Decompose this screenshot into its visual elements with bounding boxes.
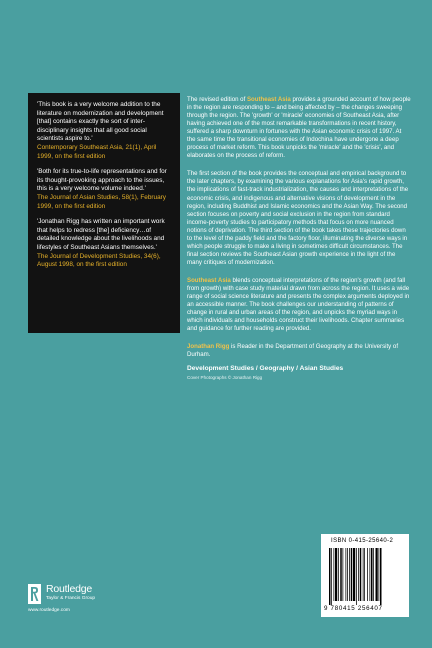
publisher-name: Routledge <box>46 583 93 595</box>
blurb-paragraph <box>187 96 411 160</box>
quote-text: 'This book is a very welcome addition to the literature on modernization and development [that] contains exactly the sort of inter-disciplinary insights that all good social scientists aspire to.' <box>37 101 164 143</box>
author-name: Jonathan Rigg <box>187 343 230 351</box>
routledge-logo-icon <box>28 584 41 604</box>
quote-source: Contemporary Southeast Asia, 21(1), April 1999, on the first edition <box>37 143 157 160</box>
blurb-paragraph: The first section of the book provides the conceptual and empirical background to the later chapters, by examining the various explanations for Asia's rapid growth, the implications of fast-track industrialization, the causes and interpretations of the economic crisis, and indigenous and alternative visions of development in the region, including Buddhist and Islamic economics and the Asian Way. The second section focuses on poverty and social exclusion in the region from standard income-poverty studies to participatory methods that focus on more nuanced notions of deprivation. The third section of the book takes these trajectories down to the level of the paddy field and the factory floor, illuminating the diverse ways in which people struggle to make a living in sometimes difficult circumstances. The final section reviews the Southeast Asian growth experience in the light of the many critiques of modernization. <box>187 170 409 266</box>
quote-text: 'Jonathan Rigg has written an important work that helps to redress [the] deficiency…of detailed knowledge about the livelihoods and lifestyles of Southeast Asians themselves.' <box>37 218 165 251</box>
blurb-text: provides a grounded account of how people in the region are responding to – and being affected by – the changes sweeping through the region. The 'growth' or 'miracle' economies of Southeast Asia, after having achieved one of the most remarkable transformations in recent history, suffered a sharp downturn in fortunes with the Asian economic crisis of 1997. At the same time the transitional economies of Indochina have undergone a deep process of market reform. This book unpicks the 'miracle' and the 'crisis', and elaborates on the process of reform. <box>187 96 411 160</box>
isbn-barcode-box <box>321 534 409 617</box>
book-title: Southeast Asia <box>187 276 231 284</box>
review-quotes-panel <box>28 93 180 333</box>
cover-photo-credit: Cover Photographs © Jonathan Rigg <box>187 375 263 381</box>
isbn-label: ISBN 0-415-25640-2 <box>331 538 394 544</box>
subject-categories: Development Studies / Geography / Asian Studies <box>187 365 344 373</box>
author-bio-text: is Reader in the Department of Geography at the University of Durham. <box>187 343 399 359</box>
barcode-icon <box>329 548 403 605</box>
publisher-group: Taylor & Francis Group <box>46 596 96 601</box>
book-title: Southeast Asia <box>246 96 291 103</box>
review-quote <box>37 218 172 270</box>
author-bio <box>187 343 411 359</box>
blurb-paragraph <box>187 277 411 333</box>
quote-source: The Journal of Asian Studies, 58(1), February 1999, on the first edition <box>37 193 166 210</box>
blurb-column <box>187 96 411 382</box>
isbn-digits: 9 780415 256407 <box>324 605 383 612</box>
blurb-text: blends conceptual interpretations of the region's growth (and fall from growth) with case study material drawn from across the region. It uses a wide range of social science literature and presents the complex arguments deployed in an accessible manner. The book challenges our understanding of patterns of change in rural and urban areas of the region, and unpicks the myriad ways in which individuals and households construct their livelihoods. Chapter summaries and guidance for further reading are provided. <box>187 276 410 333</box>
publisher-website: www.routledge.com <box>28 608 70 613</box>
review-quote <box>37 101 172 161</box>
review-quote <box>37 168 172 211</box>
blurb-text: The revised edition of <box>187 96 247 103</box>
quote-source: The Journal of Development Studies, 34(6), August 1998, on the first edition <box>37 252 161 269</box>
quote-text: 'Both for its true-to-life representations and for its thought-provoking approach to the issues, this is a very welcome volume indeed.' <box>37 168 167 193</box>
